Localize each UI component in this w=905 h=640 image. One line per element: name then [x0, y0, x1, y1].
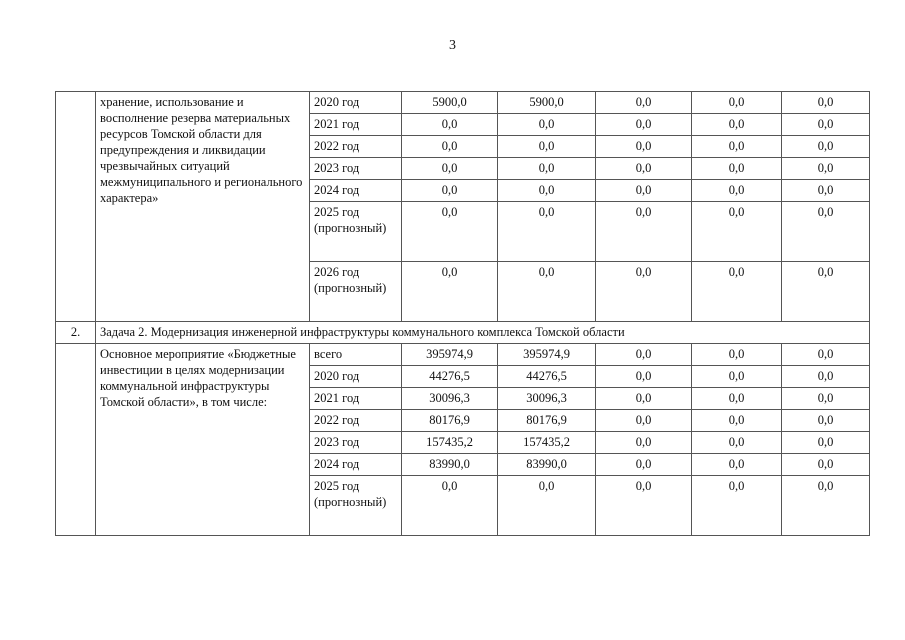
value-cell: 0,0 — [692, 432, 782, 454]
value-cell: 0,0 — [402, 262, 498, 322]
value-cell: 0,0 — [402, 136, 498, 158]
period-cell: 2024 год — [310, 454, 402, 476]
value-cell: 0,0 — [596, 202, 692, 262]
activity-description: Основное мероприятие «Бюджетные инвестиции в целях модернизации коммунальной инфраструктуры Томской области», в том числе: — [96, 344, 310, 536]
value-cell: 0,0 — [402, 114, 498, 136]
value-cell: 0,0 — [498, 476, 596, 536]
period-cell: 2023 год — [310, 432, 402, 454]
value-cell: 0,0 — [782, 344, 870, 366]
value-cell: 83990,0 — [498, 454, 596, 476]
task-row — [56, 322, 870, 344]
value-cell: 0,0 — [596, 432, 692, 454]
value-cell: 0,0 — [782, 432, 870, 454]
value-cell: 30096,3 — [402, 388, 498, 410]
value-cell: 0,0 — [692, 366, 782, 388]
period-cell: 2026 год (прогнозный) — [310, 262, 402, 322]
value-cell: 0,0 — [596, 114, 692, 136]
value-cell: 0,0 — [782, 454, 870, 476]
value-cell: 395974,9 — [402, 344, 498, 366]
table-row — [56, 92, 870, 114]
page-number: 3 — [449, 38, 456, 53]
value-cell: 0,0 — [692, 454, 782, 476]
value-cell: 0,0 — [498, 136, 596, 158]
value-cell: 0,0 — [692, 92, 782, 114]
period-cell: 2020 год — [310, 92, 402, 114]
value-cell: 0,0 — [596, 388, 692, 410]
value-cell: 0,0 — [596, 136, 692, 158]
value-cell: 0,0 — [692, 180, 782, 202]
value-cell: 0,0 — [402, 180, 498, 202]
value-cell: 44276,5 — [498, 366, 596, 388]
period-cell: 2021 год — [310, 114, 402, 136]
value-cell: 0,0 — [782, 114, 870, 136]
value-cell: 0,0 — [498, 158, 596, 180]
value-cell: 0,0 — [402, 202, 498, 262]
budget-table — [55, 91, 870, 536]
value-cell: 80176,9 — [402, 410, 498, 432]
row-number-cell — [56, 92, 96, 322]
value-cell: 0,0 — [596, 366, 692, 388]
period-cell: 2022 год — [310, 136, 402, 158]
period-cell: 2020 год — [310, 366, 402, 388]
value-cell: 30096,3 — [498, 388, 596, 410]
value-cell: 0,0 — [596, 344, 692, 366]
period-cell: 2023 год — [310, 158, 402, 180]
period-cell: 2024 год — [310, 180, 402, 202]
value-cell: 0,0 — [782, 410, 870, 432]
value-cell: 83990,0 — [402, 454, 498, 476]
value-cell: 0,0 — [782, 262, 870, 322]
period-cell: всего — [310, 344, 402, 366]
value-cell: 0,0 — [782, 202, 870, 262]
value-cell: 0,0 — [782, 92, 870, 114]
value-cell: 0,0 — [596, 410, 692, 432]
value-cell: 44276,5 — [402, 366, 498, 388]
value-cell: 0,0 — [596, 92, 692, 114]
activity-description: хранение, использование и восполнение резерва материальных ресурсов Томской области для предупреждения и ликвидации чрезвычайных ситуаций межмуниципального и регионального характера» — [96, 92, 310, 322]
value-cell: 395974,9 — [498, 344, 596, 366]
value-cell: 0,0 — [692, 202, 782, 262]
value-cell: 0,0 — [692, 410, 782, 432]
table-row — [56, 344, 870, 366]
value-cell: 0,0 — [692, 158, 782, 180]
value-cell: 5900,0 — [498, 92, 596, 114]
value-cell: 0,0 — [596, 158, 692, 180]
value-cell: 0,0 — [498, 114, 596, 136]
value-cell: 0,0 — [596, 180, 692, 202]
task-number: 2. — [56, 322, 96, 344]
value-cell: 0,0 — [692, 262, 782, 322]
value-cell: 5900,0 — [402, 92, 498, 114]
value-cell: 0,0 — [498, 202, 596, 262]
value-cell: 0,0 — [782, 158, 870, 180]
period-cell: 2025 год (прогнозный) — [310, 202, 402, 262]
value-cell: 0,0 — [692, 114, 782, 136]
value-cell: 0,0 — [596, 454, 692, 476]
value-cell: 0,0 — [498, 180, 596, 202]
value-cell: 0,0 — [596, 476, 692, 536]
period-cell: 2022 год — [310, 410, 402, 432]
period-cell: 2021 год — [310, 388, 402, 410]
row-number-cell — [56, 344, 96, 536]
value-cell: 0,0 — [596, 262, 692, 322]
value-cell: 0,0 — [498, 262, 596, 322]
value-cell: 0,0 — [782, 136, 870, 158]
value-cell: 0,0 — [782, 180, 870, 202]
value-cell: 157435,2 — [402, 432, 498, 454]
value-cell: 0,0 — [782, 476, 870, 536]
value-cell: 0,0 — [782, 366, 870, 388]
value-cell: 0,0 — [402, 158, 498, 180]
value-cell: 0,0 — [692, 476, 782, 536]
value-cell: 0,0 — [782, 388, 870, 410]
period-cell: 2025 год (прогнозный) — [310, 476, 402, 536]
task-title: Задача 2. Модернизация инженерной инфраструктуры коммунального комплекса Томской области — [96, 322, 870, 344]
value-cell: 0,0 — [692, 344, 782, 366]
value-cell: 0,0 — [692, 388, 782, 410]
value-cell: 0,0 — [402, 476, 498, 536]
value-cell: 80176,9 — [498, 410, 596, 432]
value-cell: 157435,2 — [498, 432, 596, 454]
value-cell: 0,0 — [692, 136, 782, 158]
